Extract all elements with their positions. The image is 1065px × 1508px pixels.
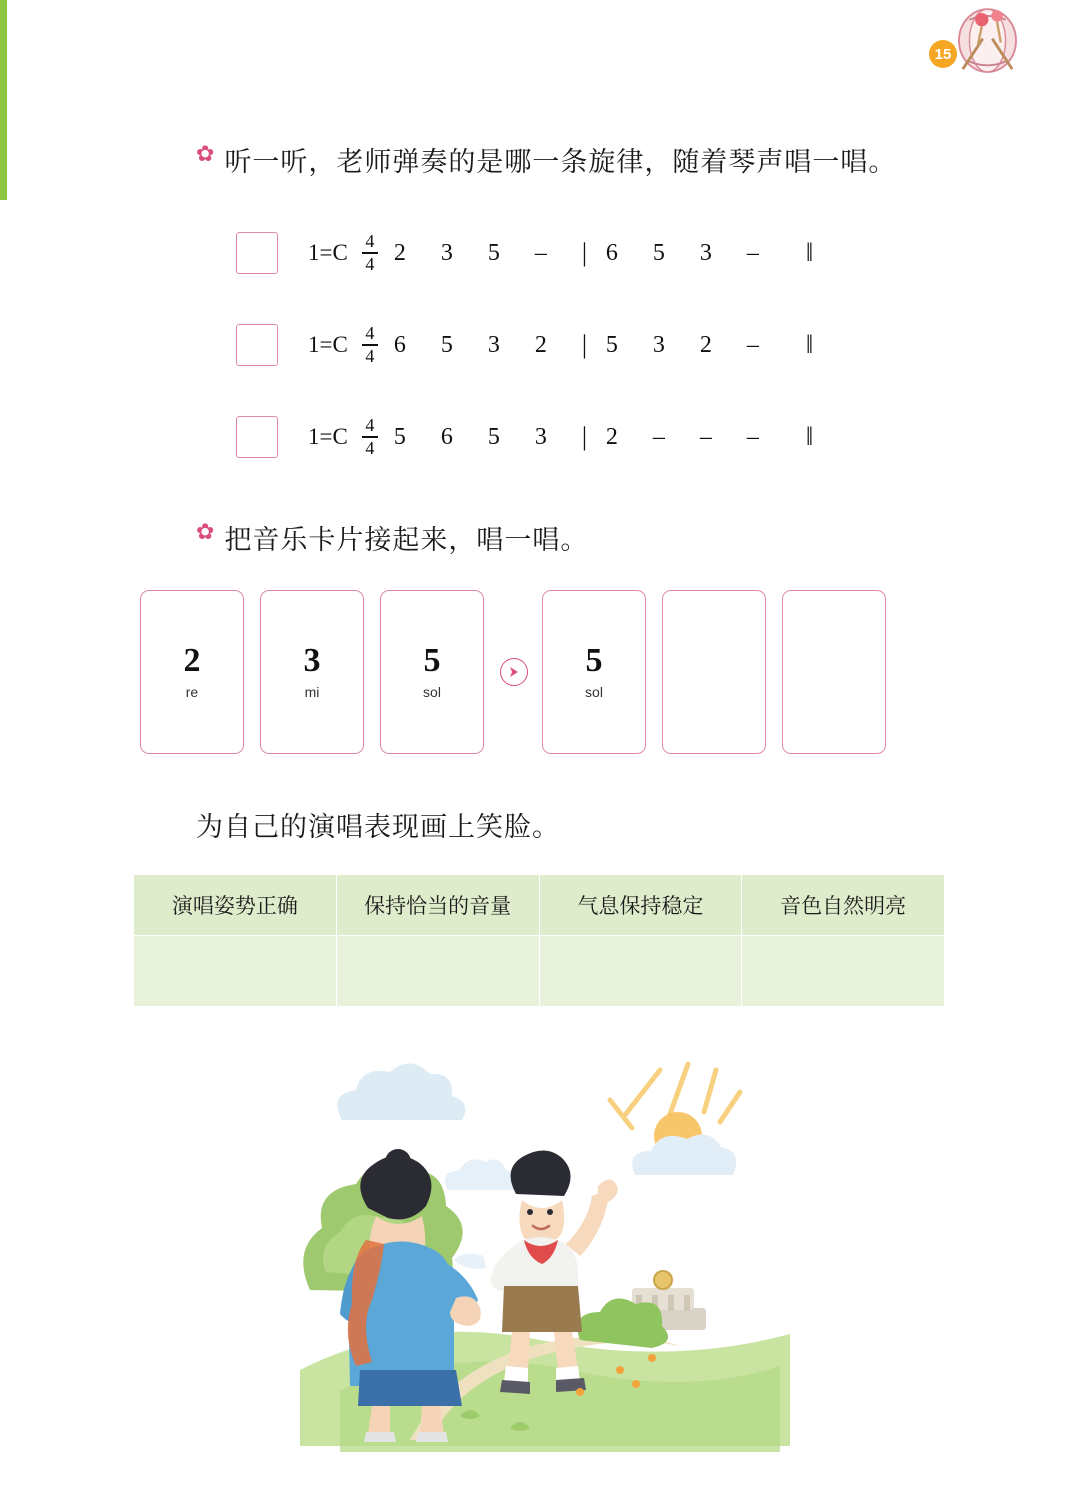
music-card-3-number: 5 (423, 642, 441, 679)
melody-1-note-2: 3 (440, 239, 453, 266)
table-header-3: 气息保持稳定 (539, 875, 742, 936)
time-sig-top-1: 4 (365, 231, 375, 252)
table-cell-3[interactable] (539, 936, 742, 1007)
section-heading-2-text: 把音乐卡片接起来，唱一唱。 (224, 525, 589, 556)
melody-row-3 (236, 414, 810, 460)
melody-key-3: 1=C (308, 424, 348, 449)
time-sig-bottom-3: 4 (365, 437, 375, 458)
page-number-badge: 15 (929, 40, 957, 68)
melody-notes-2 (394, 330, 810, 360)
flower-icon: ✿ (196, 142, 216, 167)
melody-2-note-2: 5 (440, 331, 453, 358)
music-card-1-syllable: re (185, 684, 199, 700)
melody-choice-box-3[interactable] (236, 416, 278, 458)
melody-key-2: 1=C (308, 332, 348, 357)
flower-icon: ✿ (196, 520, 216, 545)
drum-icon (940, 0, 1035, 90)
melody-key-1: 1=C (308, 240, 348, 265)
music-card-2-number: 3 (303, 642, 321, 679)
melody-2-note-4: 2 (534, 331, 547, 358)
melody-1-note-3: 5 (487, 239, 500, 266)
music-card-1-number: 2 (183, 642, 201, 679)
music-card-4-number: 5 (585, 642, 603, 679)
left-accent-bar (0, 0, 7, 200)
melody-row-2 (236, 322, 810, 368)
melody-3-note-1: 5 (393, 423, 406, 450)
music-card-row (140, 590, 902, 754)
melody-1-note-4: – (534, 239, 547, 266)
melody-1-note-7: 3 (699, 239, 712, 266)
melody-3-note-2: 6 (440, 423, 453, 450)
melody-2-note-7: 2 (699, 331, 712, 358)
melody-1-note-8: – (746, 239, 759, 266)
melody-3-barline: | (581, 422, 588, 451)
table-cell-1[interactable] (134, 936, 337, 1007)
melody-2-note-5: 5 (605, 331, 618, 358)
music-card-3-syllable: sol (423, 684, 441, 700)
melody-3-note-5: 2 (605, 423, 618, 450)
music-card-2-syllable: mi (304, 684, 320, 700)
melody-time-signature-1 (362, 232, 378, 273)
music-card-5-empty[interactable] (662, 590, 766, 754)
arrow-right-icon (500, 658, 528, 686)
melody-3-note-4: 3 (534, 423, 547, 450)
table-cell-4[interactable] (742, 936, 945, 1007)
section-heading-2 (196, 518, 588, 557)
melody-3-endline: ‖ (805, 422, 811, 451)
music-card-2[interactable] (260, 590, 364, 754)
table-header-row (134, 875, 945, 936)
table-row (134, 936, 945, 1007)
time-sig-bottom-1: 4 (365, 253, 375, 274)
table-cell-2[interactable] (336, 936, 539, 1007)
table-header-4: 音色自然明亮 (742, 875, 945, 936)
melody-2-note-6: 3 (652, 331, 665, 358)
evaluation-prompt: 为自己的演唱表现画上笑脸。 (196, 812, 560, 843)
melody-1-barline: | (581, 238, 588, 267)
section-heading-1 (196, 140, 896, 179)
melody-2-note-3: 3 (487, 331, 500, 358)
time-sig-top-2: 4 (365, 323, 375, 344)
music-card-4[interactable] (542, 590, 646, 754)
melody-2-barline: | (581, 330, 588, 359)
melody-3-note-8: – (746, 423, 759, 450)
music-card-4-syllable: sol (585, 684, 603, 700)
evaluation-table (133, 874, 945, 1007)
music-card-1[interactable] (140, 590, 244, 754)
melody-1-note-6: 5 (652, 239, 665, 266)
melody-notes-1 (394, 238, 810, 268)
melody-1-note-1: 2 (393, 239, 406, 266)
melody-notes-3 (394, 422, 810, 452)
section-heading-1-text: 听一听，老师弹奏的是哪一条旋律，随着琴声唱一唱。 (224, 147, 897, 178)
melody-3-note-3: 5 (487, 423, 500, 450)
page-header (929, 40, 995, 68)
table-header-1: 演唱姿势正确 (134, 875, 337, 936)
melody-1-endline: ‖ (805, 238, 811, 267)
table-header-2: 保持恰当的音量 (336, 875, 539, 936)
melody-1-note-5: 6 (605, 239, 618, 266)
melody-row-1 (236, 230, 810, 276)
melody-3-note-6: – (652, 423, 665, 450)
melody-3-note-7: – (699, 423, 712, 450)
children-walking-outdoors-illustration (280, 1040, 800, 1460)
time-sig-bottom-2: 4 (365, 345, 375, 366)
melody-choice-box-1[interactable] (236, 232, 278, 274)
melody-2-note-8: – (746, 331, 759, 358)
melody-2-endline: ‖ (805, 330, 811, 359)
melody-2-note-1: 6 (393, 331, 406, 358)
melody-choice-box-2[interactable] (236, 324, 278, 366)
time-sig-top-3: 4 (365, 415, 375, 436)
music-card-3[interactable] (380, 590, 484, 754)
music-card-6-empty[interactable] (782, 590, 886, 754)
melody-time-signature-3 (362, 416, 378, 457)
melody-time-signature-2 (362, 324, 378, 365)
